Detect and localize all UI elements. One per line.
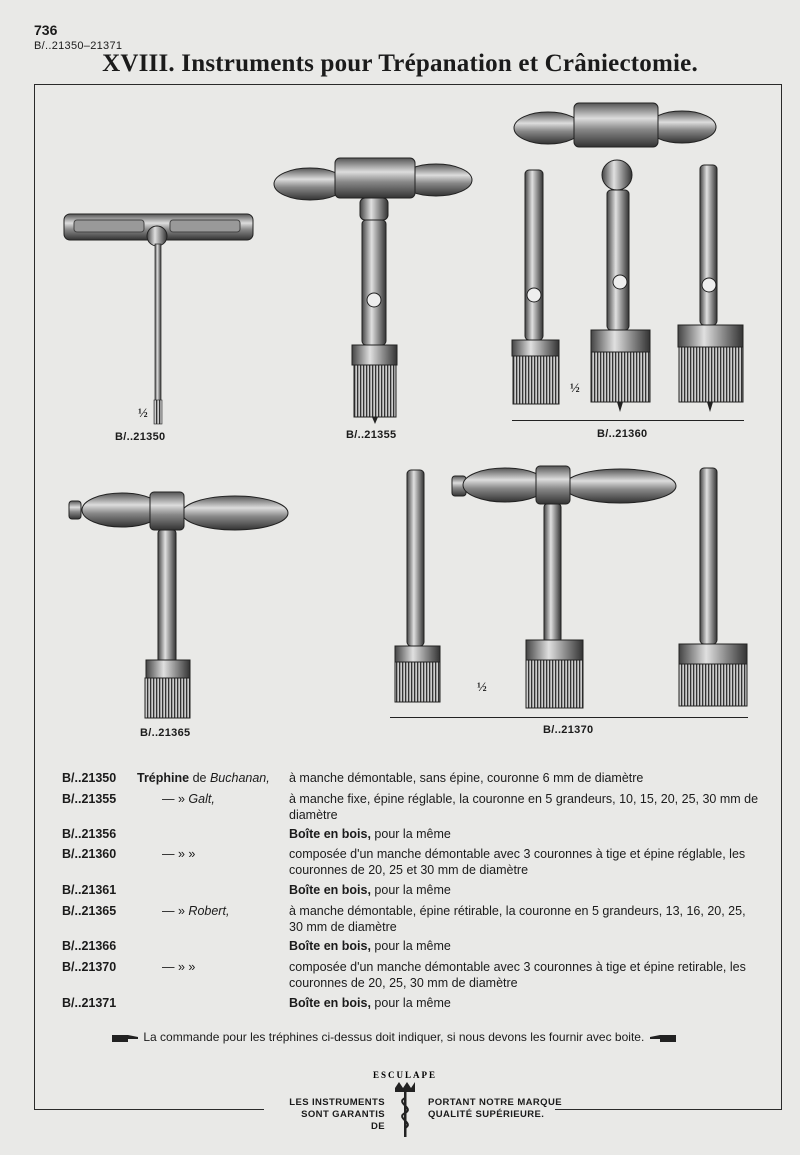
figure-label: B/..21365 bbox=[140, 727, 191, 739]
entry-description: Boîte en bois, pour la même bbox=[289, 939, 451, 953]
figure-label: B/..21360 bbox=[597, 428, 648, 440]
footer-guarantee: LES INSTRUMENTS SONT GARANTIS DE bbox=[289, 1097, 385, 1132]
figure-label: B/..21370 bbox=[543, 724, 594, 736]
trephine-robert-icon bbox=[69, 492, 288, 718]
scale-mark: ½ bbox=[477, 679, 487, 694]
order-note-text: La commande pour les tréphines ci-dessus doit indiquer, si nous devons les fournir avec boite. bbox=[143, 1030, 645, 1044]
entry-description: Boîte en bois, pour la même bbox=[289, 996, 451, 1010]
entry-code: B/..21355 bbox=[62, 792, 117, 806]
entry-name: — » » bbox=[162, 960, 196, 974]
entry-code: B/..21360 bbox=[62, 847, 117, 861]
entry-code: B/..21365 bbox=[62, 904, 117, 918]
figure-label: B/..21350 bbox=[115, 431, 166, 443]
page-title: XVIII. Instruments pour Trépanation et Crâniectomie. bbox=[102, 50, 698, 77]
pointing-hand-left-icon bbox=[648, 1033, 676, 1043]
figure-rule bbox=[512, 420, 744, 421]
entry-description: composée d'un manche démontable avec 3 couronnes à tige et épine réglable, les couronnes de 20, 25 et 30 mm de diamètre bbox=[289, 847, 746, 877]
trephine-fixed-handle-icon bbox=[274, 158, 472, 424]
page-reference: B/..21350–21371 bbox=[34, 40, 123, 52]
entry-code: B/..21350 bbox=[62, 771, 117, 785]
trephine-set-icon bbox=[512, 103, 743, 412]
entry-code: B/..21356 bbox=[62, 827, 117, 841]
entry-description: composée d'un manche démontable avec 3 couronnes à tige et épine retirable, les couronnes de 20, 25, 30 mm de diamètre bbox=[289, 960, 746, 990]
footer-quality: PORTANT NOTRE MARQUE QUALITÉ SUPÉRIEURE. bbox=[428, 1097, 562, 1120]
entry-code: B/..21371 bbox=[62, 996, 117, 1010]
scale-mark: ½ bbox=[570, 380, 580, 395]
entry-code: B/..21361 bbox=[62, 883, 117, 897]
order-note bbox=[112, 1030, 712, 1044]
entry-name: — » Galt, bbox=[162, 792, 215, 806]
t-handle-trephine-icon bbox=[64, 214, 253, 424]
scale-mark: ½ bbox=[138, 405, 148, 420]
entry-code: B/..21370 bbox=[62, 960, 117, 974]
entry-description: à manche fixe, épine réglable, la couronne en 5 grandeurs, 10, 15, 20, 25, 30 mm de diamètre bbox=[289, 792, 759, 822]
entry-name: — » » bbox=[162, 847, 196, 861]
entry-code: B/..21366 bbox=[62, 939, 117, 953]
pointing-hand-icon bbox=[112, 1033, 140, 1043]
figure-label: B/..21355 bbox=[346, 429, 397, 441]
entry-name: — » Robert, bbox=[162, 904, 230, 918]
entry-name: Tréphine de Buchanan, bbox=[137, 771, 270, 785]
page-number: 736 bbox=[34, 22, 58, 38]
entry-description: à manche démontable, sans épine, couronne 6 mm de diamètre bbox=[289, 771, 644, 785]
entry-description: Boîte en bois, pour la même bbox=[289, 827, 451, 841]
figure-rule bbox=[390, 717, 748, 718]
trephine-set-icon bbox=[395, 466, 747, 708]
entry-description: à manche démontable, épine rétirable, la couronne en 5 grandeurs, 13, 16, 20, 25, 30 mm de diamètre bbox=[289, 904, 746, 934]
entry-description: Boîte en bois, pour la même bbox=[289, 883, 451, 897]
logo-text: ESCULAPE bbox=[372, 1070, 438, 1080]
